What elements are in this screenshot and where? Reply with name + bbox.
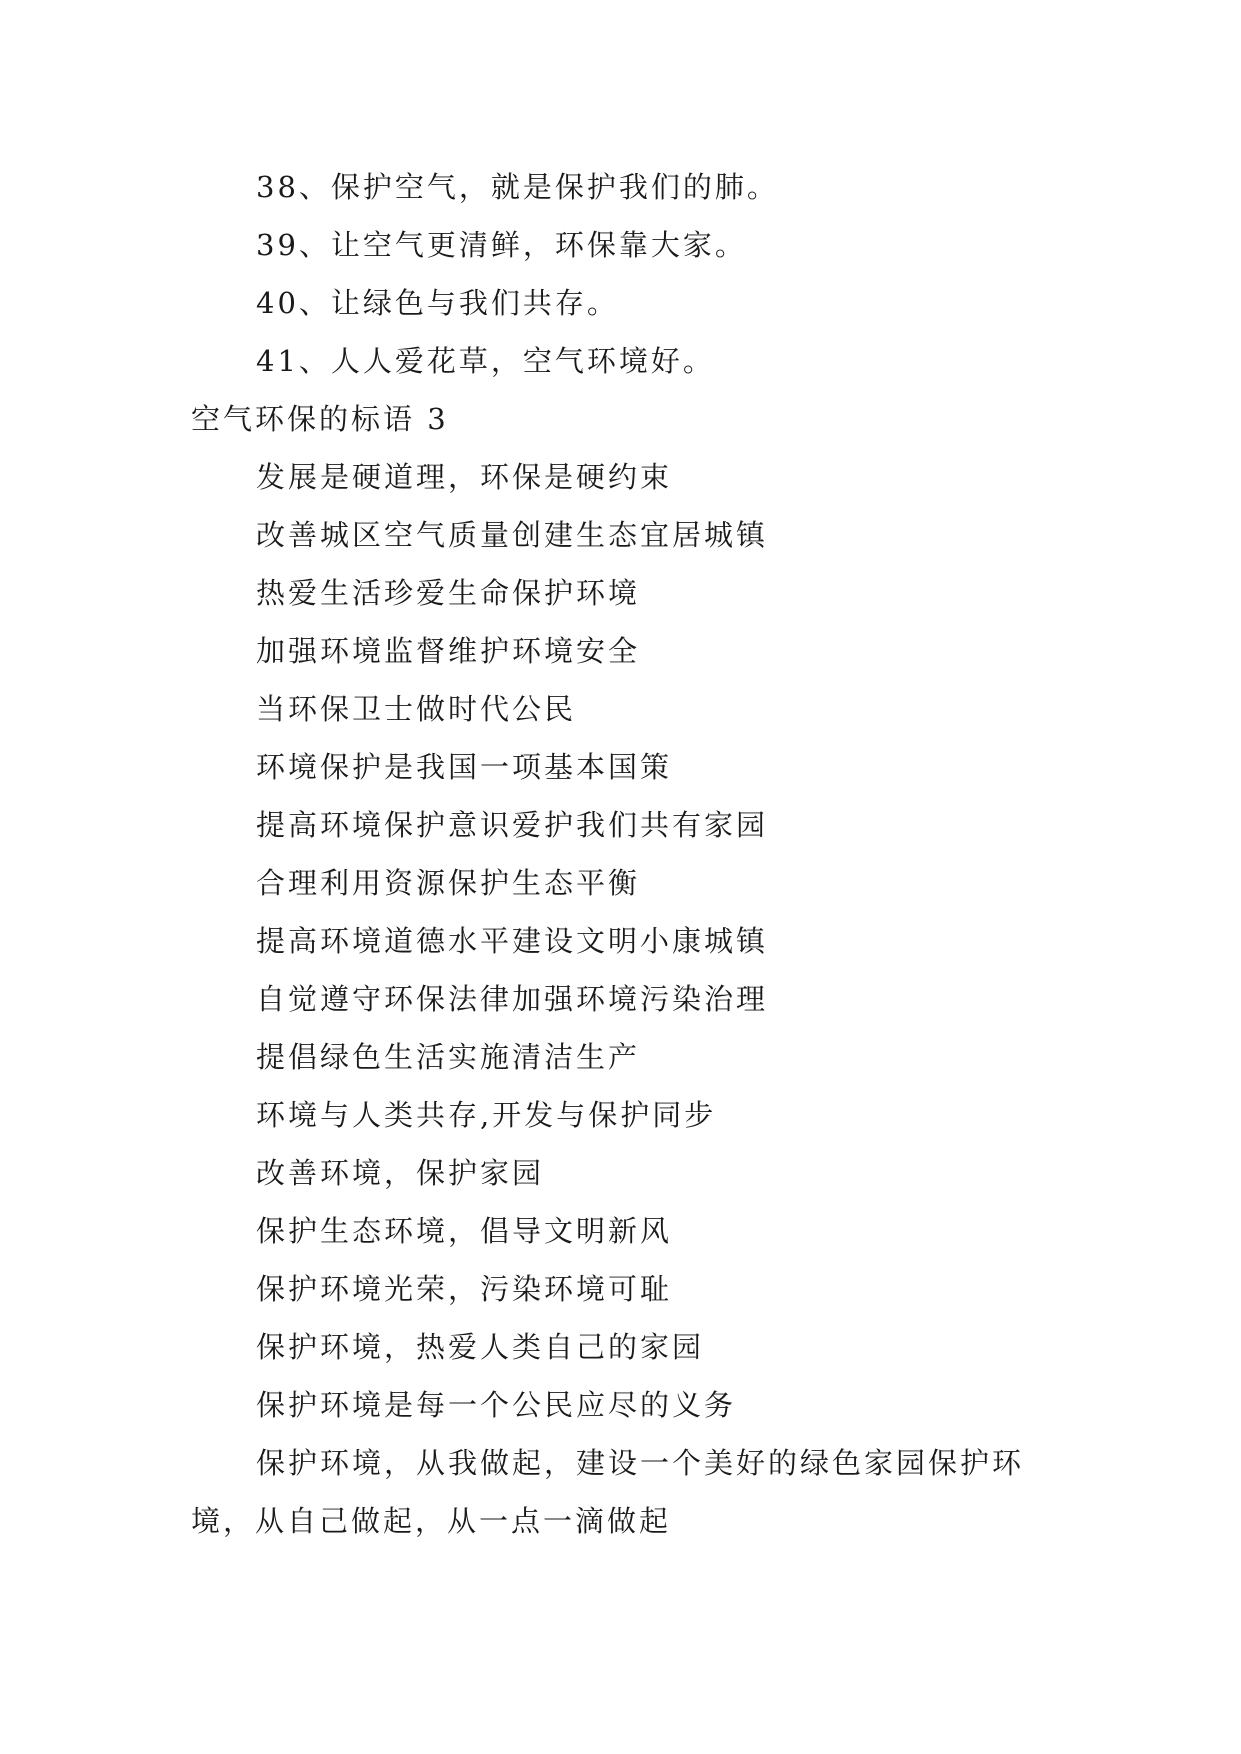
slogan-line: 保护环境，热爱人类自己的家园 xyxy=(256,1330,705,1364)
slogan-line: 加强环境监督维护环境安全 xyxy=(256,634,641,668)
list-item: 41、人人爱花草，空气环境好。 xyxy=(256,344,715,378)
slogan-line: 提高环境道德水平建设文明小康城镇 xyxy=(256,924,769,958)
slogan-line: 热爱生活珍爱生命保护环境 xyxy=(256,576,641,610)
slogan-line: 保护环境光荣，污染环境可耻 xyxy=(256,1272,673,1306)
slogan-line: 环境与人类共存,开发与保护同步 xyxy=(256,1098,717,1132)
final-paragraph: 保护环境，从我做起，建设一个美好的绿色家园保护环境，从自己做起，从一点一滴做起 xyxy=(191,1446,1025,1538)
slogan-line: 当环保卫士做时代公民 xyxy=(256,692,577,726)
slogan-line: 提倡绿色生活实施清洁生产 xyxy=(256,1040,641,1074)
slogan-line: 改善环境，保护家园 xyxy=(256,1156,545,1190)
slogan-line: 自觉遵守环保法律加强环境污染治理 xyxy=(256,982,769,1016)
list-item: 38、保护空气，就是保护我们的肺。 xyxy=(256,170,779,204)
slogan-line: 改善城区空气质量创建生态宜居城镇 xyxy=(256,518,769,552)
slogan-line: 合理利用资源保护生态平衡 xyxy=(256,866,641,900)
list-item: 40、让绿色与我们共存。 xyxy=(256,286,619,320)
slogan-line: 提高环境保护意识爱护我们共有家园 xyxy=(256,808,769,842)
list-item: 39、让空气更清鲜，环保靠大家。 xyxy=(256,228,747,262)
slogan-line: 发展是硬道理，环保是硬约束 xyxy=(256,460,673,494)
slogan-line: 保护生态环境，倡导文明新风 xyxy=(256,1214,673,1248)
slogan-line: 环境保护是我国一项基本国策 xyxy=(256,750,673,784)
section-heading: 空气环保的标语 3 xyxy=(191,402,449,436)
slogan-line: 保护环境是每一个公民应尽的义务 xyxy=(256,1388,737,1422)
document-body xyxy=(191,158,1051,1550)
